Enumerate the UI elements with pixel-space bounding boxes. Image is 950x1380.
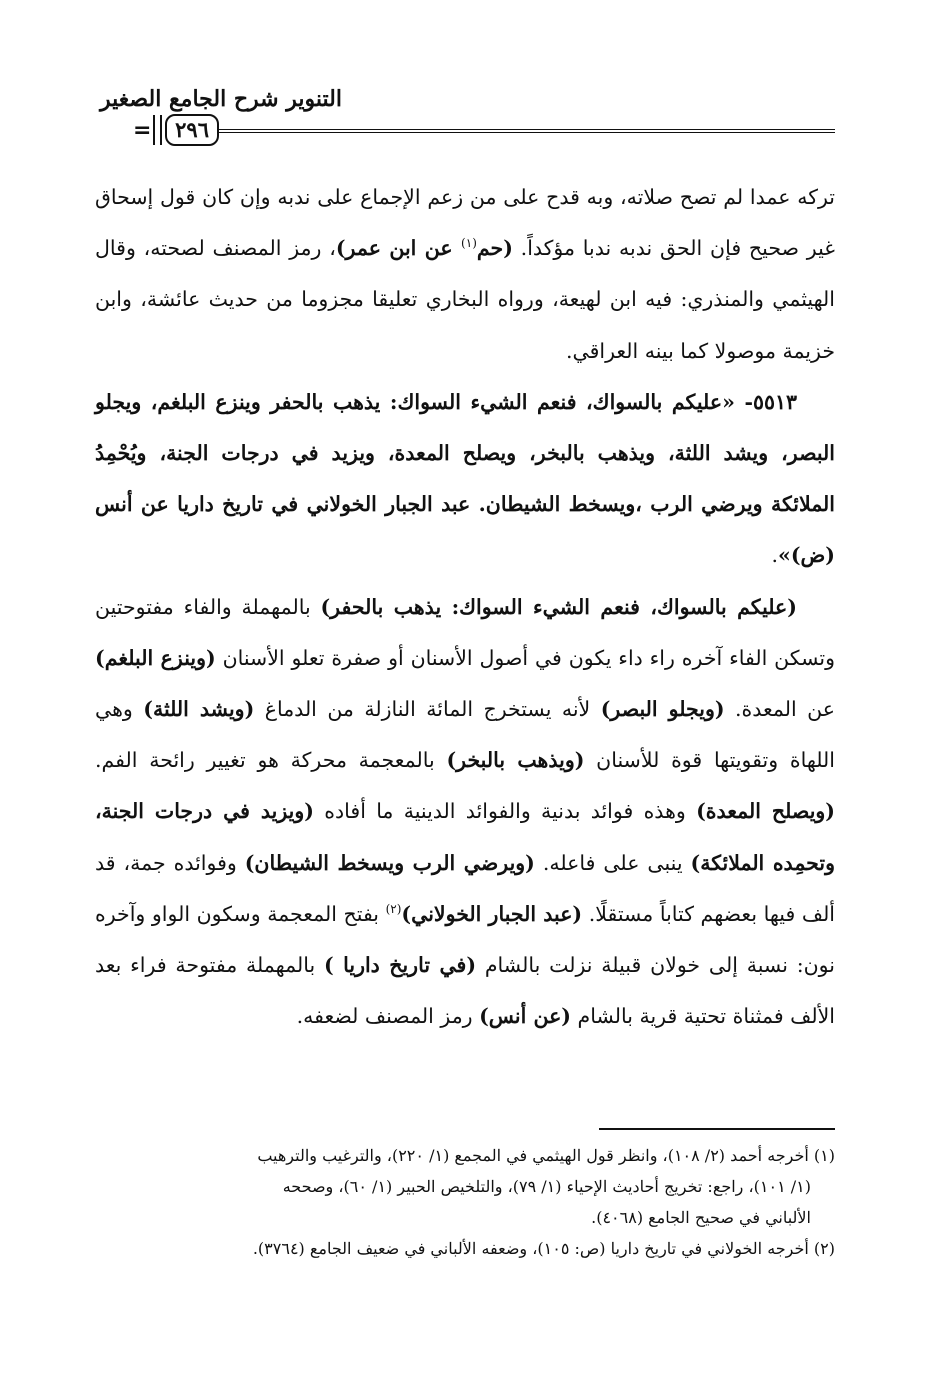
commentary-paragraph: (عليكم بالسواك، فنعم الشيء السواك: يذهب بالحفر) بالمهملة والفاء مفتوحتين وتسكن الفاء آخره راء داء يكون في أصول الأسنان أو صفرة تعلو الأسنان (وينزع البلغم) عن المعدة. (ويجلو البصر) لأنه يستخرج المائة النازلة من الدماغ (ويشد اللثة) وهي اللهاة وتقويتها قوة للأسنان (ويذهب بالبخر) بالمعجمة محركة هو تغيير رائحة الفم. (ويصلح المعدة) وهذه فوائد بدنية والفوائد الدينية ما أفاده (ويزيد في درجات الجنة، وتحمِده الملائكة) ينبى على فاعله. (ويرضي الرب ويسخط الشيطان) وفوائده جمة، قد ألف فيها بعضهم كتاباً مستقلًا. (عبد الجبار الخولاني)$^{(٢)}$ بفتح المعجمة وسكون الواو وآخره نون: نسبة إلى خولان قبيلة نزلت بالشام (في تاريخ داريا ) بالمهملة مفتوحة فراء بعد الألف فمثناة تحتية قرية بالشام (عن أنس) رمز المصنف لضعفه. [95, 594, 836, 1029]
header-rule [218, 129, 835, 133]
footnote-separator [599, 1128, 835, 1130]
footnote-ref-1: (١) [461, 236, 477, 251]
page-number-bars [153, 115, 162, 145]
hadith-5513: ٥٥١٣- «عليكم بالسواك، فنعم الشيء السواك: يذهب بالحفر وينزع البلغم، ويجلو البصر، ويشد اللثة، ويذهب بالبخر، ويصلح المعدة، ويزيد في درجات الجنة، ويُحْمِدُ الملائكة ويرضي الرب ،ويسخط الشيطان. عبد الجبار الخولاني في تاريخ داريا عن أنس (ض)». [95, 389, 835, 568]
footnotes [95, 1140, 835, 1264]
footnote-1-line-1: (١) أخرجه أحمد (٢/ ١٠٨)، وانظر قول الهيثمي في المجمع (١/ ٢٢٠)، والترغيب والترهيب [257, 1146, 835, 1165]
paragraph-1: تركه عمدا لم تصح صلاته، وبه قدح على من زعم الإجماع على ندبه وإن كان قول إسحاق غير صحيح فإن الحق ندبه ندبا مؤكداً. (حم$^{(١)}$ عن ابن عمر)، رمز المصنف لصحته، وقال الهيثمي والمنذري: فيه ابن لهيعة، ورواه البخاري تعليقا مجزوما من حديث عائشة، وابن خزيمة موصولا كما بينه العراقي. [95, 185, 835, 363]
footnote-1-line-2: (١/ ١٠١)، راجع: تخريج أحاديث الإحياء (١/ ٧٩)، والتلخيص الحبير (١/ ٦٠)، وصححه [282, 1177, 811, 1196]
main-text [95, 172, 835, 1042]
page-number-box [133, 112, 219, 148]
footnote-ref-2: (٢) [385, 902, 402, 917]
running-header-title: التنوير شرح الجامع الصغير [100, 86, 342, 112]
footnote-1-line-3: الألباني في صحيح الجامع (٤٠٦٨). [591, 1208, 811, 1227]
footnote-2: (٢) أخرجه الخولاني في تاريخ داريا (ص: ١٠٥)، وضعفه الألباني في ضعيف الجامع (٣٧٦٤). [252, 1239, 835, 1258]
page-marker: = [133, 117, 152, 143]
page-number: ٢٩٦ [165, 114, 219, 146]
